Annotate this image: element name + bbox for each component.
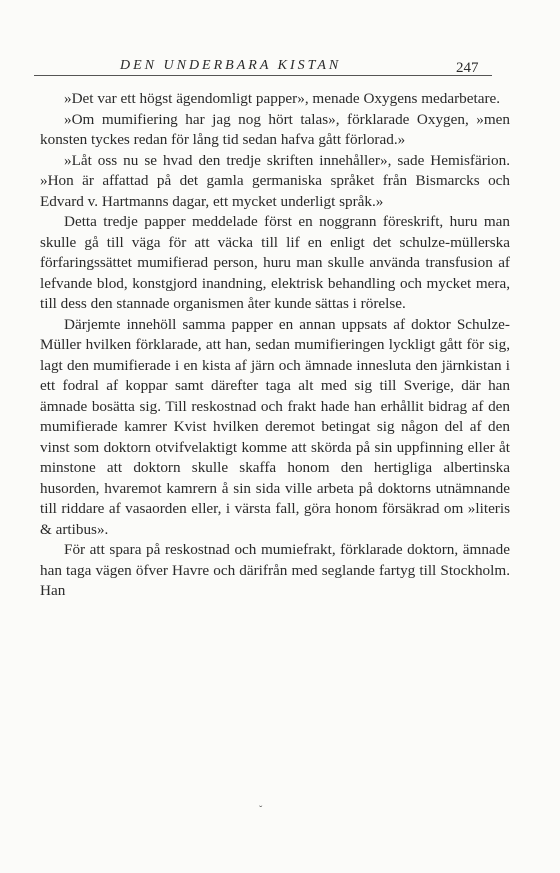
body-text bbox=[40, 89, 510, 602]
running-title: DEN UNDERBARA KISTAN bbox=[120, 58, 342, 73]
paragraph: »Låt oss nu se hvad den tredje skriften innehåller», sade Hemisfärion. »Hon är affattad på det gamla germaniska språket från Bismarcks och Edvard v. Hartmanns dagar, ett mycket underligt språk.» bbox=[40, 151, 510, 210]
paragraph: Därjemte innehöll samma papper en annan uppsats af doktor Schulze-Müller hvilken förklarade, att han, sedan mumifieringen lyckligt gått för sig, lagt den mumifierade i en kista af järn och ämnade innesluta den järnkistan i ett fodral af koppar samt därefter taga alt med sig till Sverige, där han ämnade bosätta sig. Till reskostnad och frakt hade han erhållit bidrag af den mumifierade kamrer Kvist hvilken deremot betingat sig någon del af den vinst som doktorn otvifvelaktigt komme att skörda på sin uppfinning eller åt minstone att doktorn skulle skaffa honom den hertigliga albertinska husorden, hvaremot kamrern å sin sida ville arbeta på doktorns utnämnande till riddare af vasaorden eller, i värsta fall, göra honom försäkrad om »literis & artibus». bbox=[40, 315, 510, 538]
page-number: 247 bbox=[456, 60, 479, 76]
paragraph: »Om mumifiering har jag nog hört talas», förklarade Oxygen, »men konsten tyckes redan för lång tid sedan hafva gått förlorad.» bbox=[40, 110, 510, 148]
paragraph: Detta tredje papper meddelade först en noggrann föreskrift, huru man skulle gå till väga för att väcka till lif en enligt det schulze-müllerska förfaringssättet mumifierad person, huru man skulle använda transfusion af lefvande blod, konstgjord inandning, elektrisk behandling och mycket mera, till dess den stannade organismen åter kunde sättas i rörelse. bbox=[40, 213, 510, 312]
printer-mark: ˇ bbox=[259, 805, 263, 816]
paragraph: För att spara på reskostnad och mumiefrakt, förklarade doktorn, ämnade han taga vägen öfver Havre och därifrån med seglande fartyg till Stockholm. Han bbox=[40, 541, 510, 599]
header-rule bbox=[34, 75, 492, 76]
paragraph: »Det var ett högst ägendomligt papper», menade Oxygens medarbetare. bbox=[64, 90, 501, 107]
page-header bbox=[34, 52, 524, 78]
